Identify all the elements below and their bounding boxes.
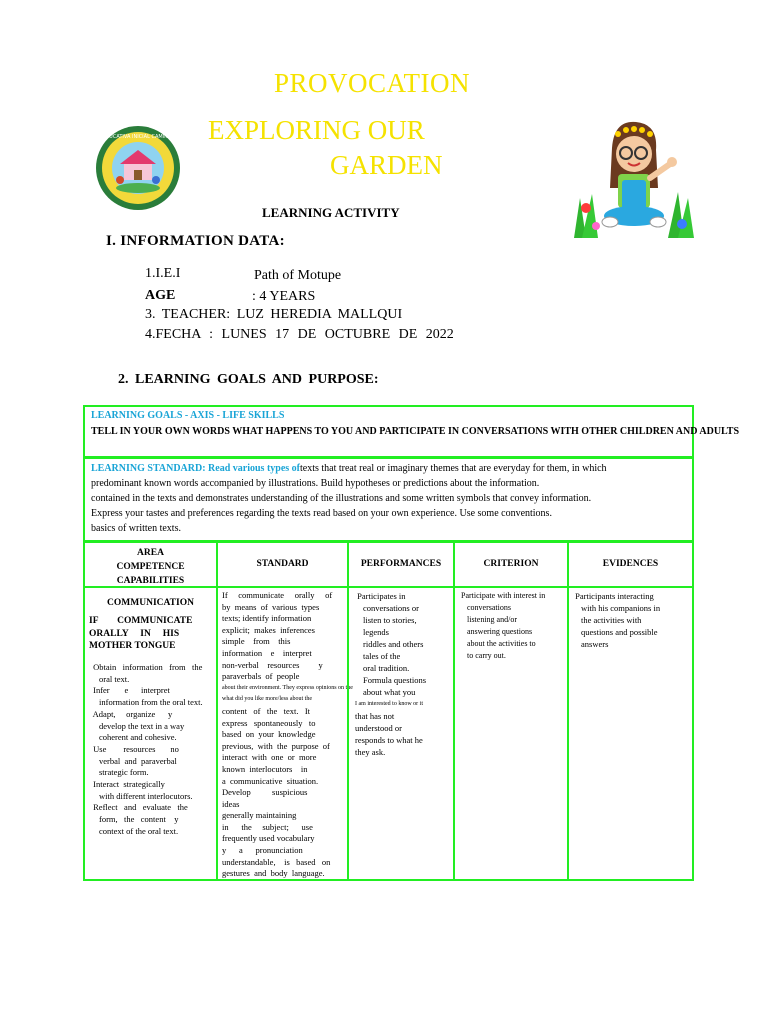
standard-cell	[216, 586, 353, 881]
standard-line: Express your tastes and preferences regarding the texts read based on your own experience. Use some conventions.	[91, 508, 552, 519]
cell-line: answering questions	[467, 627, 533, 636]
cell-line: understood or	[355, 723, 402, 733]
cell-line: paraverbals of people	[222, 671, 300, 682]
cell-line: with his companions in	[581, 603, 661, 613]
cell-line: gestures and body language.	[222, 868, 325, 879]
learning-activity-heading: LEARNING ACTIVITY	[262, 205, 400, 220]
title-exploring-our: EXPLORING OUR	[208, 115, 425, 145]
cell-line: I am interested to know or it	[355, 701, 423, 707]
header-criterion-label: CRITERION	[483, 559, 539, 569]
school-logo	[68, 124, 208, 212]
cell-line: what did you like more/less about the	[222, 696, 312, 703]
age-label: AGE	[145, 288, 176, 303]
cell-line: form, the content y	[99, 814, 179, 825]
standard-label: LEARNING STANDARD: Read various types of	[91, 463, 300, 474]
cell-line: about the activities to	[467, 639, 536, 648]
cell-line: express spontaneously to	[222, 717, 316, 728]
cell-line: ideas	[222, 798, 240, 809]
competence-line: MOTHER TONGUE	[89, 641, 176, 651]
cell-line: understandable, is based on	[222, 856, 331, 867]
header-performances-label: PERFORMANCES	[360, 559, 442, 569]
cell-line: answers	[581, 639, 609, 649]
competence-line: IF COMMUNICATE	[89, 616, 193, 626]
cell-line: y a pronunciation	[222, 845, 303, 856]
cell-line: Obtain information from the	[91, 662, 203, 672]
header-evidences	[567, 541, 694, 588]
cell-line: oral tradition.	[363, 663, 410, 673]
cell-line: riddles and others	[363, 639, 424, 649]
goals-row	[83, 405, 740, 458]
header-capabilities-label: CAPABILITIES	[116, 576, 185, 586]
cell-line: to carry out.	[467, 651, 506, 660]
teacher-line: 3. TEACHER: LUZ HEREDIA MALLQUI	[145, 307, 403, 322]
standard-line: contained in the texts and demonstrates understanding of the illustrations and some written symbols that convey information.	[91, 493, 592, 504]
section-information-data: I. INFORMATION DATA:	[106, 233, 285, 249]
svg-text:INSTITUCION EDUCATIVA INICIAL: INSTITUCION EDUCATIVA INICIAL CAMINITO DE MOTUPE	[68, 134, 208, 140]
standard-line: texts that treat real or imaginary themes that are everyday for them, in which	[300, 463, 607, 474]
cell-line: verbal and paraverbal	[99, 755, 177, 766]
cell-line: listening and/or	[467, 615, 517, 624]
header-performances	[347, 541, 455, 588]
cell-line: listen to stories,	[363, 615, 417, 625]
criterion-text	[459, 590, 545, 662]
cell-line: by means of various types	[222, 601, 320, 612]
iei-label: 1.I.E.I	[145, 266, 181, 281]
header-competence-label: COMPETENCE	[116, 562, 185, 572]
cell-line: Reflect and evaluate the	[91, 802, 188, 813]
area-cell	[83, 586, 218, 881]
header-standard-label: STANDARD	[256, 559, 309, 569]
standard-text	[222, 590, 353, 880]
header-area-label: AREA	[137, 548, 164, 558]
cell-line: texts; identify information	[222, 613, 312, 624]
cell-line: Develop suspicious	[222, 787, 308, 798]
cell-line: Participates in	[355, 591, 406, 601]
cell-line: Use resources no	[91, 743, 179, 754]
capabilities-list	[91, 662, 203, 838]
cell-line: in the subject; use	[222, 821, 313, 832]
cell-line: If communicate orally of	[222, 590, 333, 600]
cell-line: a communicative situation.	[222, 775, 319, 786]
title-garden: GARDEN	[330, 150, 443, 180]
cell-line: known interlocutors in	[222, 763, 308, 774]
cell-line: information e interpret	[222, 647, 312, 658]
cell-line: the activities with	[581, 615, 642, 625]
girl-illustration	[572, 118, 696, 240]
cell-line: about what you	[363, 687, 416, 697]
header-evidences-label: EVIDENCES	[602, 559, 659, 569]
competence-line: ORALLY IN HIS	[89, 629, 180, 639]
cell-line: simple from this	[222, 636, 291, 647]
cell-line: responds to what he	[355, 735, 423, 745]
cell-line: based on your knowledge	[222, 729, 316, 740]
cell-line: coherent and cohesive.	[99, 732, 177, 743]
cell-line: questions and possible	[581, 627, 658, 637]
cell-line: Formula questions	[363, 675, 427, 685]
cell-line: tales of the	[363, 651, 401, 661]
section-learning-goals: 2. LEARNING GOALS AND PURPOSE:	[118, 372, 379, 387]
cell-line: they ask.	[355, 747, 386, 757]
standard-row	[83, 457, 694, 542]
cell-line: Infer e interpret	[91, 685, 170, 696]
criterion-cell	[453, 586, 569, 881]
cell-line: information from the oral text.	[99, 697, 203, 708]
cell-line: conversations	[467, 603, 511, 612]
performances-text	[355, 590, 426, 758]
cell-line: Adapt, organize y	[91, 708, 173, 719]
cell-line: conversations or	[363, 603, 419, 613]
cell-line: previous, with the purpose of	[222, 740, 330, 751]
header-area	[83, 541, 218, 588]
cell-line: Interact strategically	[91, 779, 165, 790]
cell-line: with different interlocutors.	[99, 790, 193, 801]
cell-line: legends	[363, 627, 389, 637]
goals-text: TELL IN YOUR OWN WORDS WHAT HAPPENS TO YOU AND PARTICIPATE IN CONVERSATIONS WITH OTHER CHILDREN AND ADULTS	[91, 426, 740, 437]
cell-line: generally maintaining	[222, 810, 297, 821]
cell-line: oral text.	[99, 673, 130, 684]
cell-line: content of the text. It	[222, 705, 311, 716]
cell-line: Participants interacting	[573, 591, 654, 601]
cell-line: that has not	[355, 711, 395, 721]
header-criterion	[453, 541, 569, 588]
cell-line: frequently used vocabulary	[222, 833, 315, 844]
cell-line: develop the text in a way	[99, 720, 185, 731]
standard-line: predominant known words accompanied by illustrations. Build hypotheses or predictions about the information.	[91, 478, 540, 489]
cell-line: strategic form.	[99, 767, 149, 778]
age-value: : 4 YEARS	[252, 289, 316, 304]
standard-paragraph	[91, 461, 691, 536]
goals-heading: LEARNING GOALS - AXIS - LIFE SKILLS	[91, 410, 285, 421]
evidences-text	[573, 590, 660, 650]
performances-cell	[347, 586, 455, 881]
cell-line: explicit; makes inferences	[222, 624, 315, 635]
cell-line: about their environment. They express opinions on the	[222, 684, 353, 691]
title-provocation: PROVOCATION	[274, 68, 471, 98]
standard-line: basics of written texts.	[91, 523, 181, 534]
date-line: 4.FECHA : LUNES 17 DE OCTUBRE DE 2022	[145, 327, 454, 342]
iei-value: Path of Motupe	[254, 268, 342, 283]
evidences-cell	[567, 586, 694, 881]
cell-line: context of the oral text.	[99, 825, 179, 836]
area-title: COMMUNICATION	[107, 598, 194, 608]
header-standard	[216, 541, 349, 588]
cell-line: interact with one or more	[222, 752, 317, 763]
cell-line: non-verbal resources y	[222, 659, 323, 670]
cell-line: Participate with interest in	[459, 591, 546, 600]
